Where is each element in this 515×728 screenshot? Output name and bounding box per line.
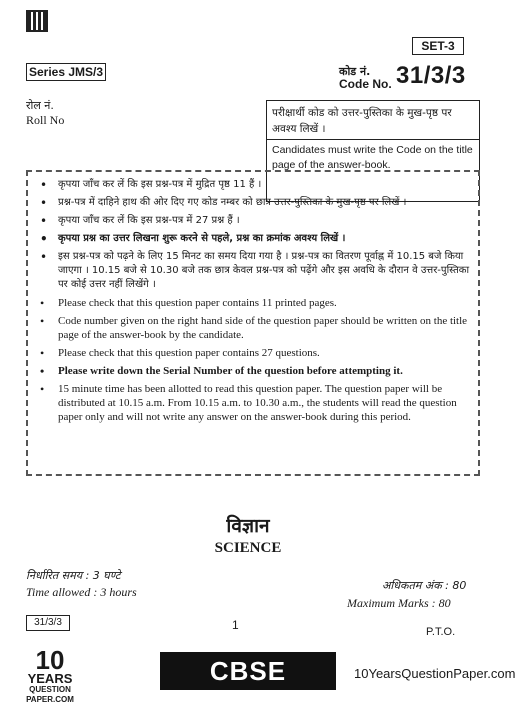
max-marks-english: Maximum Marks : 80	[347, 596, 451, 610]
bullet-icon: •	[40, 382, 45, 396]
series-badge: Series JMS/3	[26, 63, 106, 81]
site-url: 10YearsQuestionPaper.com	[354, 666, 515, 681]
code-note-english: Candidates must write the Code on the title page of the answer-book.	[272, 144, 473, 171]
set-badge: SET-3	[412, 37, 464, 55]
instruction-text: कृपया जाँच कर लें कि इस प्रश्न-पत्र में मुद्रित पृष्ठ 11 हैं ।	[58, 179, 262, 190]
instruction-item	[36, 382, 470, 424]
instruction-item	[36, 346, 470, 360]
instruction-text: Please write down the Serial Number of the question before attempting it.	[58, 365, 403, 377]
code-number: 31/3/3	[396, 62, 466, 89]
bullet-icon: •	[40, 232, 48, 246]
bullet-icon: •	[40, 214, 48, 228]
logo-subtitle: QUESTION PAPER.COM	[26, 685, 74, 704]
subject-title-hindi: विज्ञान	[226, 515, 270, 537]
bullet-icon: •	[40, 364, 45, 378]
subject-title-english: SCIENCE	[214, 540, 282, 556]
footer-code-box: 31/3/3	[26, 615, 70, 631]
bullet-icon: •	[40, 178, 48, 192]
instruction-item	[36, 314, 470, 342]
board-banner: CBSE BOARD X	[160, 652, 336, 690]
time-allowed-hindi: निर्धारित समय : 3 घण्टे	[26, 569, 121, 582]
instructions-list	[28, 172, 478, 424]
logo-years: YEARS	[27, 671, 73, 686]
instruction-item	[36, 250, 470, 292]
instructions-box	[26, 170, 480, 476]
instruction-item	[36, 364, 470, 378]
max-marks-hindi: अधिकतम अंक : 80	[382, 579, 467, 592]
bullet-icon: •	[40, 314, 45, 328]
roll-label-english: Roll No	[26, 113, 65, 127]
instruction-text: कृपया प्रश्न का उत्तर लिखना शुरू करने से पहले, प्रश्न का क्रमांक अवश्य लिखें ।	[58, 233, 346, 244]
roll-label-hindi: रोल नं.	[26, 99, 54, 112]
instruction-text: कृपया जाँच कर लें कि इस प्रश्न-पत्र में 27 प्रश्न हैं ।	[58, 215, 240, 226]
code-label-english: Code No.	[339, 77, 392, 91]
instruction-text: Please check that this question paper contains 27 questions.	[58, 347, 320, 359]
bullet-icon: •	[40, 296, 45, 310]
bullet-icon: •	[40, 250, 48, 264]
bullet-icon: •	[40, 346, 45, 360]
instruction-item	[36, 214, 470, 228]
instruction-text: 15 minute time has been allotted to read this question paper. The question paper will be distributed at 10.15 a.m. From 10.15 a.m. to 10.30 a.m., the students will read the question paper only and will not write any answer on the answer-book during this period.	[58, 383, 457, 423]
site-logo	[10, 645, 90, 704]
instruction-item	[36, 178, 470, 192]
bullet-icon: •	[40, 196, 48, 210]
instruction-item	[36, 196, 470, 210]
qr-code-icon	[26, 10, 48, 32]
page-number: 1	[232, 618, 239, 632]
instruction-text: Please check that this question paper contains 11 printed pages.	[58, 297, 337, 309]
instruction-item	[36, 232, 470, 246]
instruction-text: Code number given on the right hand side of the question paper should be written on the title page of the answer-book by the candidate.	[58, 315, 468, 341]
code-label-hindi: कोड नं.	[339, 65, 371, 78]
time-allowed-english: Time allowed : 3 hours	[26, 585, 137, 599]
instruction-item	[36, 296, 470, 310]
instruction-text: प्रश्न-पत्र में दाहिने हाथ की ओर दिए गए कोड नम्बर को छात्र उत्तर-पुस्तिका के मुख-पृष्ठ पर लिखें ।	[58, 197, 407, 208]
code-note-hindi: परीक्षार्थी कोड को उत्तर-पुस्तिका के मुख-पृष्ठ पर अवश्य लिखें ।	[272, 107, 452, 135]
instruction-text: इस प्रश्न-पत्र को पढ़ने के लिए 15 मिनट का समय दिया गया है । प्रश्न-पत्र का वितरण पूर्वाह्न में 10.15 बजे किया जाएगा । 10.15 बजे से 10.30 बजे तक छात्र केवल प्रश्न-पत्र को पढ़ेंगे और इस अवधि के दौरान वे उत्तर-पुस्तिका पर कोई उत्तर नहीं लिखेंगे ।	[58, 251, 470, 290]
pto-label: P.T.O.	[426, 626, 456, 638]
logo-number: 10	[35, 645, 65, 675]
